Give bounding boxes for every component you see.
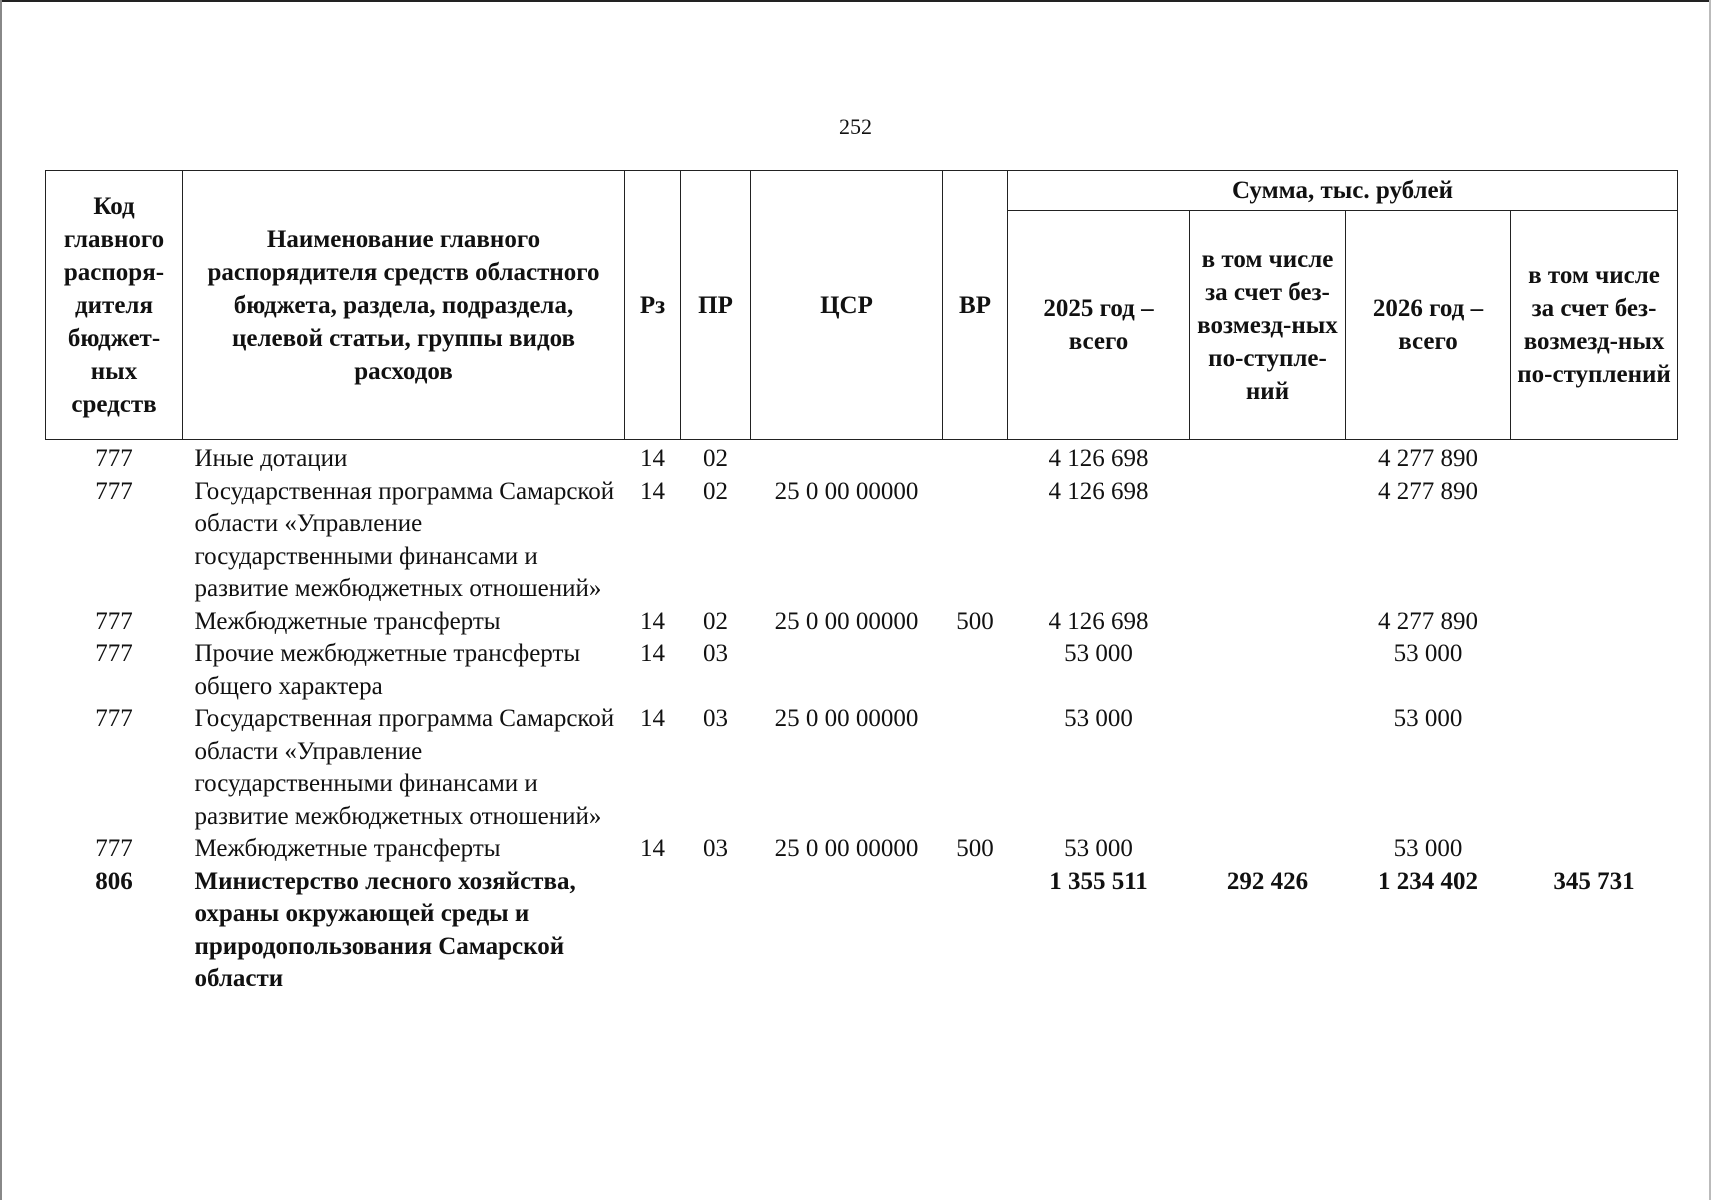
cell-name: Прочие межбюджетные трансферты общего характера [194, 640, 581, 700]
cell-rz: 14 [640, 477, 665, 505]
table-row [46, 476, 1678, 606]
cell-2025-free [1190, 638, 1346, 703]
cell-2025-free: 292 426 [1226, 867, 1309, 895]
cell-code: 777 [95, 705, 133, 732]
cell-name: Министерство лесного хозяйства, охраны окружающей среды и природопользования Самарской области [194, 867, 576, 992]
cell-csr [751, 440, 943, 476]
cell-code: 806 [95, 867, 133, 895]
cell-rz: 14 [640, 705, 665, 732]
page-number: 252 [839, 114, 872, 139]
cell-2026-total: 1 234 402 [1378, 867, 1478, 895]
cell-code: 777 [95, 835, 133, 862]
table-row [46, 833, 1678, 866]
cell-2026-total: 4 277 890 [1378, 607, 1478, 635]
cell-2025-free [1190, 833, 1346, 866]
cell-2025-total: 4 126 698 [1048, 445, 1149, 472]
scan-border-top [0, 0, 1711, 2]
cell-2025-free [1190, 440, 1346, 476]
cell-2025-free [1190, 476, 1346, 606]
cell-2026-free [1511, 833, 1678, 866]
cell-rz [625, 866, 681, 996]
cell-pr: 03 [703, 835, 728, 862]
cell-rz: 14 [640, 640, 665, 667]
cell-vr [943, 638, 1008, 703]
cell-name: Межбюджетные трансферты [194, 835, 501, 862]
cell-csr: 25 0 00 00000 [774, 835, 919, 862]
header-code: Код главного распоря-дителя бюджет-ных средств [46, 171, 183, 440]
cell-pr: 02 [703, 607, 728, 635]
cell-2026-total: 53 000 [1393, 835, 1463, 862]
cell-rz: 14 [640, 445, 665, 472]
cell-2026-free: 345 731 [1553, 867, 1635, 895]
cell-2026-free [1511, 638, 1678, 703]
cell-vr [943, 866, 1008, 996]
cell-vr [943, 476, 1008, 606]
cell-2025-total: 53 000 [1064, 705, 1133, 732]
cell-2025-free [1190, 703, 1346, 833]
cell-code: 777 [95, 477, 133, 505]
cell-pr: 02 [703, 445, 728, 472]
header-sum: Сумма, тыс. рублей [1008, 171, 1678, 211]
cell-pr: 03 [703, 640, 728, 667]
cell-2025-total: 4 126 698 [1048, 607, 1149, 635]
table-row [46, 703, 1678, 833]
header-rz: Рз [625, 171, 681, 440]
cell-code: 777 [95, 445, 133, 472]
table-body [46, 440, 1678, 996]
table-row [46, 440, 1678, 476]
cell-rz: 14 [640, 607, 665, 635]
table-row [46, 638, 1678, 703]
cell-name: Государственная программа Самарской области «Управление государственными финансами и развитие межбюджетных отношений» [194, 477, 615, 602]
budget-table [45, 170, 1678, 996]
header-2025-total: 2025 год – всего [1008, 211, 1190, 440]
cell-2026-total: 4 277 890 [1378, 445, 1478, 472]
cell-2026-total: 4 277 890 [1378, 477, 1478, 505]
cell-pr [681, 866, 751, 996]
cell-pr: 02 [703, 477, 728, 505]
cell-code: 777 [95, 640, 133, 667]
scan-border-left [0, 0, 2, 1200]
cell-csr: 25 0 00 00000 [774, 477, 919, 505]
cell-csr: 25 0 00 00000 [774, 607, 919, 635]
header-name: Наименование главного распорядителя средств областного бюджета, раздела, подраздела, целевой статьи, группы видов расходов [183, 171, 625, 440]
cell-2026-total: 53 000 [1393, 640, 1463, 667]
cell-rz: 14 [640, 835, 665, 862]
cell-2025-total: 53 000 [1064, 835, 1133, 862]
cell-csr: 25 0 00 00000 [774, 705, 919, 732]
cell-2026-total: 53 000 [1393, 705, 1463, 732]
cell-vr: 500 [956, 607, 994, 635]
table-header [46, 171, 1678, 440]
table-row [46, 866, 1678, 996]
header-vr: ВР [943, 171, 1008, 440]
header-csr: ЦСР [751, 171, 943, 440]
cell-2025-total: 1 355 511 [1049, 867, 1148, 895]
cell-2026-free [1511, 440, 1678, 476]
cell-csr [751, 866, 943, 996]
cell-name: Государственная программа Самарской области «Управление государственными финансами и развитие межбюджетных отношений» [194, 705, 615, 830]
cell-vr [943, 440, 1008, 476]
header-2025-free: в том числе за счет без-возмезд-ных по-ступле-ний [1190, 211, 1346, 440]
cell-vr: 500 [956, 835, 994, 862]
header-2026-total: 2026 год – всего [1346, 211, 1511, 440]
cell-2025-total: 4 126 698 [1048, 477, 1149, 505]
cell-vr [943, 703, 1008, 833]
cell-2025-free [1190, 606, 1346, 639]
table-row [46, 606, 1678, 639]
header-2026-free: в том числе за счет без-возмезд-ных по-ступлений [1511, 211, 1678, 440]
cell-name: Межбюджетные трансферты [194, 607, 501, 635]
cell-csr [751, 638, 943, 703]
cell-2026-free [1511, 476, 1678, 606]
cell-code: 777 [95, 607, 133, 635]
cell-2026-free [1511, 606, 1678, 639]
cell-pr: 03 [703, 705, 728, 732]
header-pr: ПР [681, 171, 751, 440]
cell-2025-total: 53 000 [1064, 640, 1133, 667]
cell-name: Иные дотации [194, 445, 348, 472]
cell-2026-free [1511, 703, 1678, 833]
